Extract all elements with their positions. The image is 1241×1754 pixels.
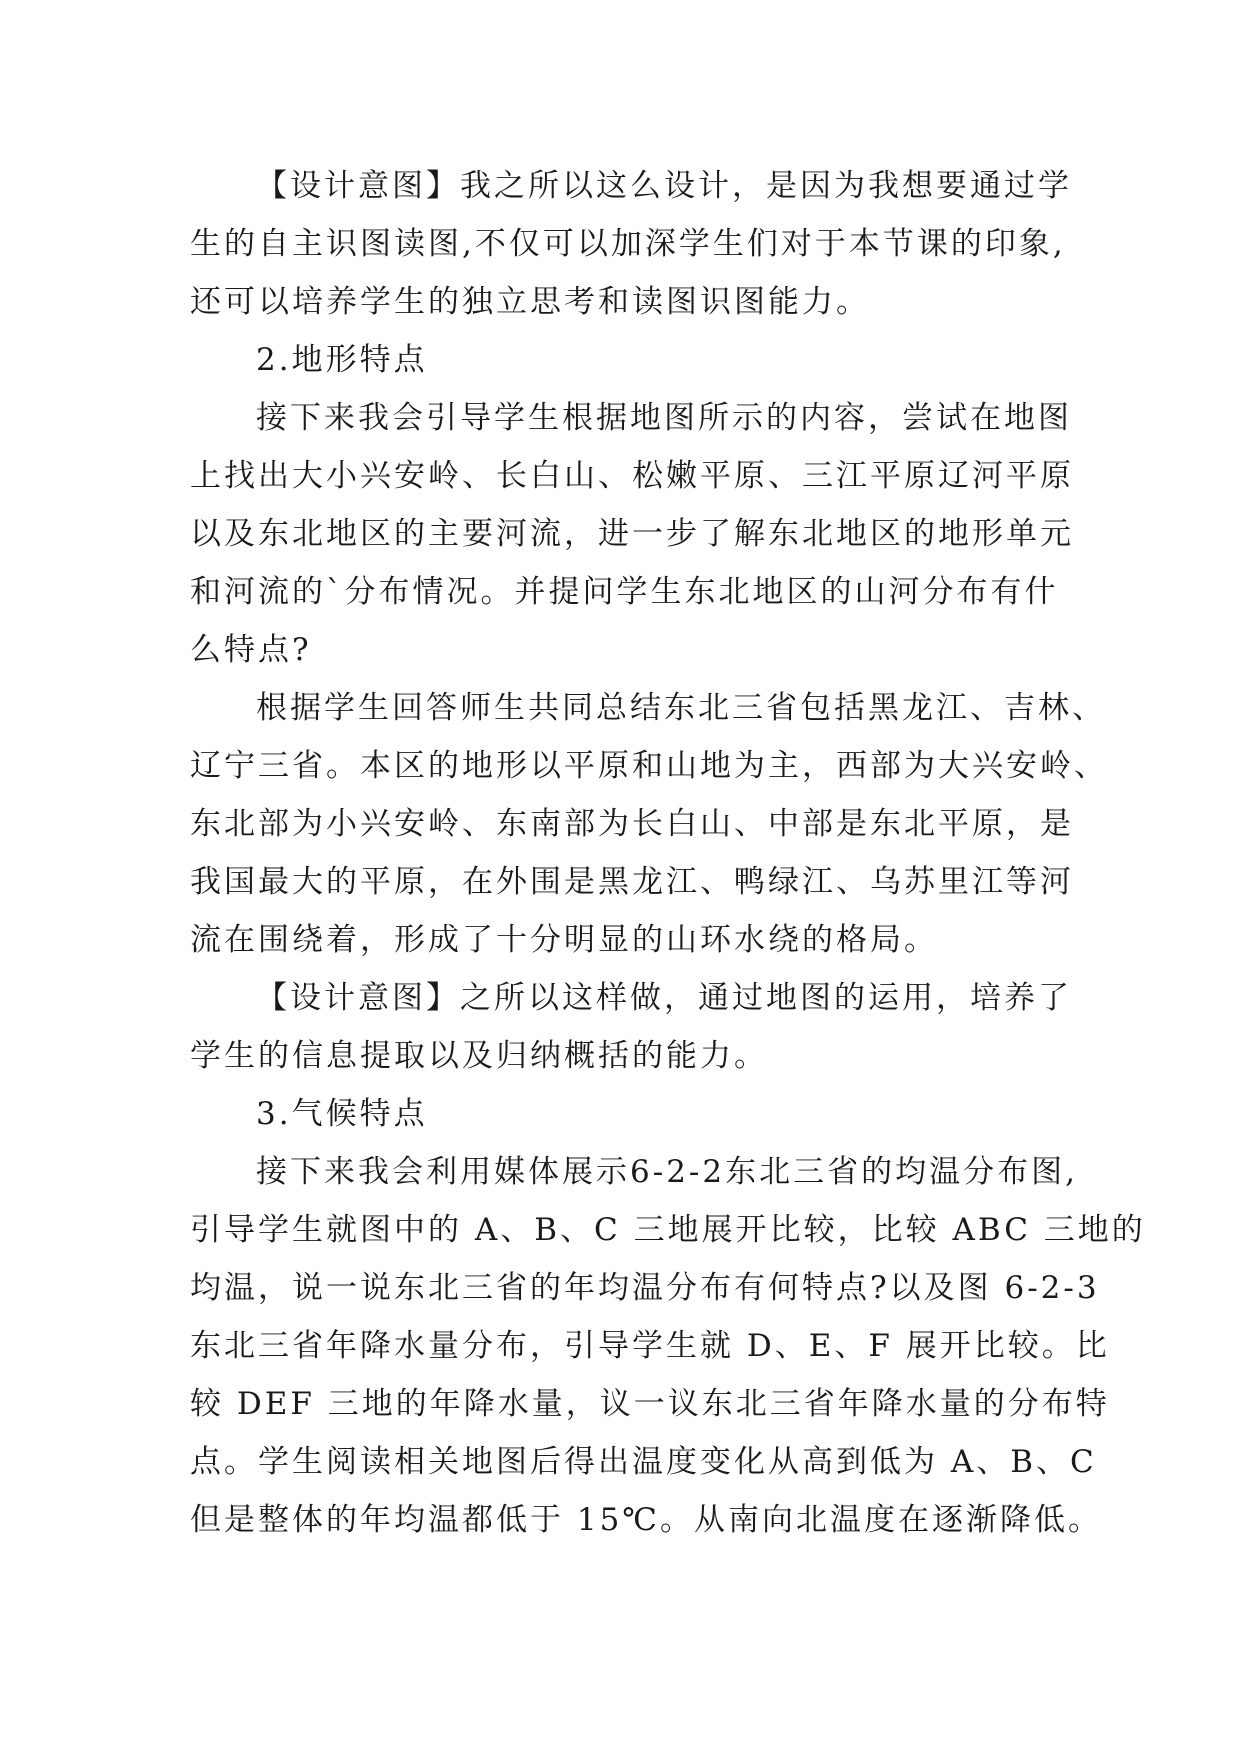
- paragraph-terrain-summary-line-1: 根据学生回答师生共同总结东北三省包括黑龙江、吉林、: [256, 690, 1106, 726]
- paragraph-climate-line-2: 引导学生就图中的 A、B、C 三地展开比较，比较 ABC 三地的: [190, 1212, 1146, 1248]
- paragraph-terrain-guide-line-5: 么特点?: [190, 632, 312, 668]
- paragraph-terrain-summary-line-5: 流在围绕着，形成了十分明显的山环水绕的格局。: [190, 922, 938, 958]
- paragraph-climate-line-6: 点。学生阅读相关地图后得出温度变化从高到低为 A、B、C: [190, 1444, 1097, 1480]
- paragraph-design-intent-2-line-2: 学生的信息提取以及归纳概括的能力。: [190, 1038, 768, 1074]
- paragraph-terrain-guide-line-4: 和河流的`分布情况。并提问学生东北地区的山河分布有什: [190, 574, 1059, 610]
- paragraph-design-intent-1-line-2: 生的自主识图读图,不仅可以加深学生们对于本节课的印象,: [190, 226, 1066, 262]
- paragraph-climate-line-7: 但是整体的年均温都低于 15℃。从南向北温度在逐渐降低。: [190, 1502, 1102, 1538]
- paragraph-design-intent-1-line-1: 【设计意图】我之所以这么设计，是因为我想要通过学: [256, 168, 1072, 204]
- paragraph-design-intent-1-line-3: 还可以培养学生的独立思考和读图识图能力。: [190, 284, 870, 320]
- paragraph-terrain-guide-line-2: 上找出大小兴安岭、长白山、松嫩平原、三江平原辽河平原: [190, 458, 1074, 494]
- paragraph-terrain-guide-line-1: 接下来我会引导学生根据地图所示的内容，尝试在地图: [256, 400, 1072, 436]
- paragraph-climate-line-5: 较 DEF 三地的年降水量，议一议东北三省年降水量的分布特: [190, 1386, 1110, 1422]
- paragraph-terrain-summary-line-4: 我国最大的平原，在外围是黑龙江、鸭绿江、乌苏里江等河: [190, 864, 1074, 900]
- section-heading-terrain: 2.地形特点: [256, 342, 428, 378]
- paragraph-terrain-summary-line-3: 东北部为小兴安岭、东南部为长白山、中部是东北平原，是: [190, 806, 1074, 842]
- paragraph-climate-line-4: 东北三省年降水量分布，引导学生就 D、E、F 展开比较。比: [190, 1328, 1110, 1364]
- paragraph-design-intent-2-line-1: 【设计意图】之所以这样做，通过地图的运用，培养了: [256, 980, 1072, 1016]
- section-heading-climate: 3.气候特点: [256, 1096, 428, 1132]
- paragraph-climate-line-1: 接下来我会利用媒体展示6-2-2东北三省的均温分布图,: [256, 1154, 1078, 1190]
- paragraph-climate-line-3: 均温，说一说东北三省的年均温分布有何特点?以及图 6-2-3: [190, 1270, 1100, 1306]
- paragraph-terrain-guide-line-3: 以及东北地区的主要河流，进一步了解东北地区的地形单元: [190, 516, 1074, 552]
- paragraph-terrain-summary-line-2: 辽宁三省。本区的地形以平原和山地为主，西部为大兴安岭、: [190, 748, 1108, 784]
